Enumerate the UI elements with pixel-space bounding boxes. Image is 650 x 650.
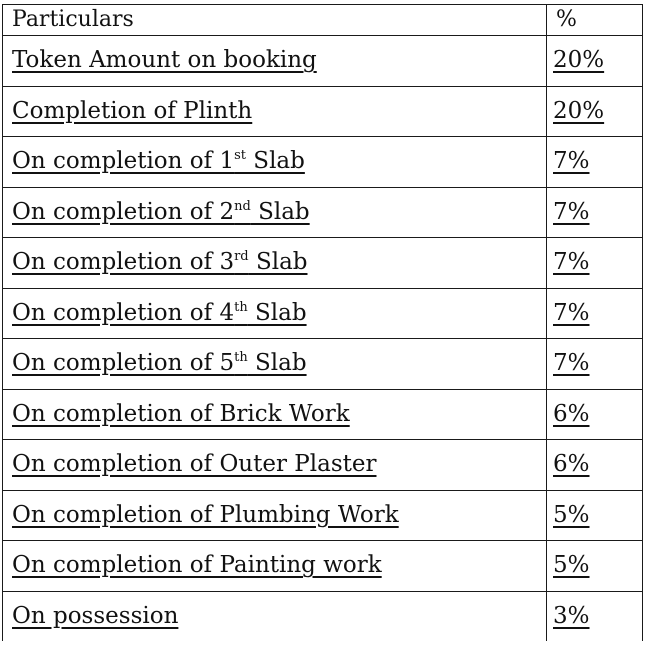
particular-suffix: Slab	[250, 198, 310, 225]
percent-cell	[547, 541, 643, 592]
particular-label: On completion of Brick Work	[12, 400, 350, 427]
particular-cell	[3, 36, 547, 87]
percent-value: 3%	[553, 602, 590, 629]
particular-text	[12, 300, 307, 326]
particular-text	[12, 98, 252, 124]
percent-value: 6%	[553, 451, 590, 478]
particular-cell	[3, 591, 547, 641]
table-row	[3, 389, 643, 440]
particular-superscript: rd	[234, 249, 249, 265]
particular-cell	[3, 86, 547, 137]
particular-cell	[3, 288, 547, 339]
percent-cell	[547, 490, 643, 541]
particular-cell	[3, 339, 547, 390]
percent-cell	[547, 440, 643, 491]
percent-value: 7%	[553, 299, 590, 326]
percent-cell	[547, 339, 643, 390]
particular-text	[12, 350, 307, 376]
table-row	[3, 86, 643, 137]
particular-superscript: th	[234, 350, 248, 366]
particular-suffix: Slab	[247, 299, 307, 326]
percent-value: 20%	[553, 97, 605, 124]
table-row	[3, 591, 643, 641]
particular-label: On completion of 1	[12, 148, 235, 175]
percent-value: 5%	[553, 501, 590, 528]
particular-suffix: Slab	[246, 148, 305, 175]
particular-cell	[3, 137, 547, 188]
percent-cell	[547, 591, 643, 641]
table-row	[3, 440, 643, 491]
percent-value: 7%	[553, 249, 590, 276]
header-particulars: Particulars	[3, 5, 547, 36]
particular-text	[12, 603, 178, 629]
table-row	[3, 339, 643, 390]
particular-text	[12, 148, 305, 174]
particular-label: On completion of 3	[12, 249, 235, 276]
particular-label: On completion of Plumbing Work	[12, 501, 399, 528]
particular-text	[12, 249, 308, 275]
header-percent: %	[547, 5, 643, 36]
particular-cell	[3, 440, 547, 491]
particular-label: On completion of 5	[12, 350, 235, 377]
particular-text	[12, 401, 350, 427]
particular-superscript: nd	[234, 198, 251, 214]
table-row	[3, 238, 643, 289]
percent-cell	[547, 137, 643, 188]
percent-cell	[547, 187, 643, 238]
percent-cell	[547, 36, 643, 87]
particular-cell	[3, 238, 547, 289]
particular-cell	[3, 389, 547, 440]
percent-value: 7%	[553, 350, 590, 377]
particular-text	[12, 552, 382, 578]
table-row	[3, 36, 643, 87]
particular-text	[12, 451, 376, 477]
table-header-row	[3, 5, 643, 36]
particular-label: Completion of Plinth	[12, 97, 253, 124]
percent-cell	[547, 288, 643, 339]
particular-label: On completion of 2	[12, 198, 235, 225]
percent-value: 6%	[553, 400, 590, 427]
particular-cell	[3, 187, 547, 238]
percent-value: 7%	[553, 148, 590, 175]
particular-label: Token Amount on booking	[12, 47, 317, 74]
particular-cell	[3, 490, 547, 541]
particular-superscript: st	[234, 148, 246, 164]
percent-value: 7%	[553, 198, 590, 225]
table-row	[3, 490, 643, 541]
particular-label: On completion of Outer Plaster	[12, 451, 377, 478]
particular-text	[12, 199, 310, 225]
particular-cell	[3, 541, 547, 592]
percent-cell	[547, 86, 643, 137]
table-row	[3, 187, 643, 238]
payment-plan-table	[2, 4, 643, 641]
table-row	[3, 541, 643, 592]
table-row	[3, 288, 643, 339]
percent-cell	[547, 389, 643, 440]
particular-text	[12, 47, 317, 73]
particular-suffix: Slab	[248, 249, 308, 276]
percent-value: 20%	[553, 47, 605, 74]
particular-suffix: Slab	[247, 350, 307, 377]
particular-label: On possession	[12, 602, 179, 629]
particular-text	[12, 502, 399, 528]
particular-label: On completion of Painting work	[12, 552, 382, 579]
particular-superscript: th	[234, 299, 248, 315]
percent-value: 5%	[553, 552, 590, 579]
percent-cell	[547, 238, 643, 289]
particular-label: On completion of 4	[12, 299, 235, 326]
table-row	[3, 137, 643, 188]
